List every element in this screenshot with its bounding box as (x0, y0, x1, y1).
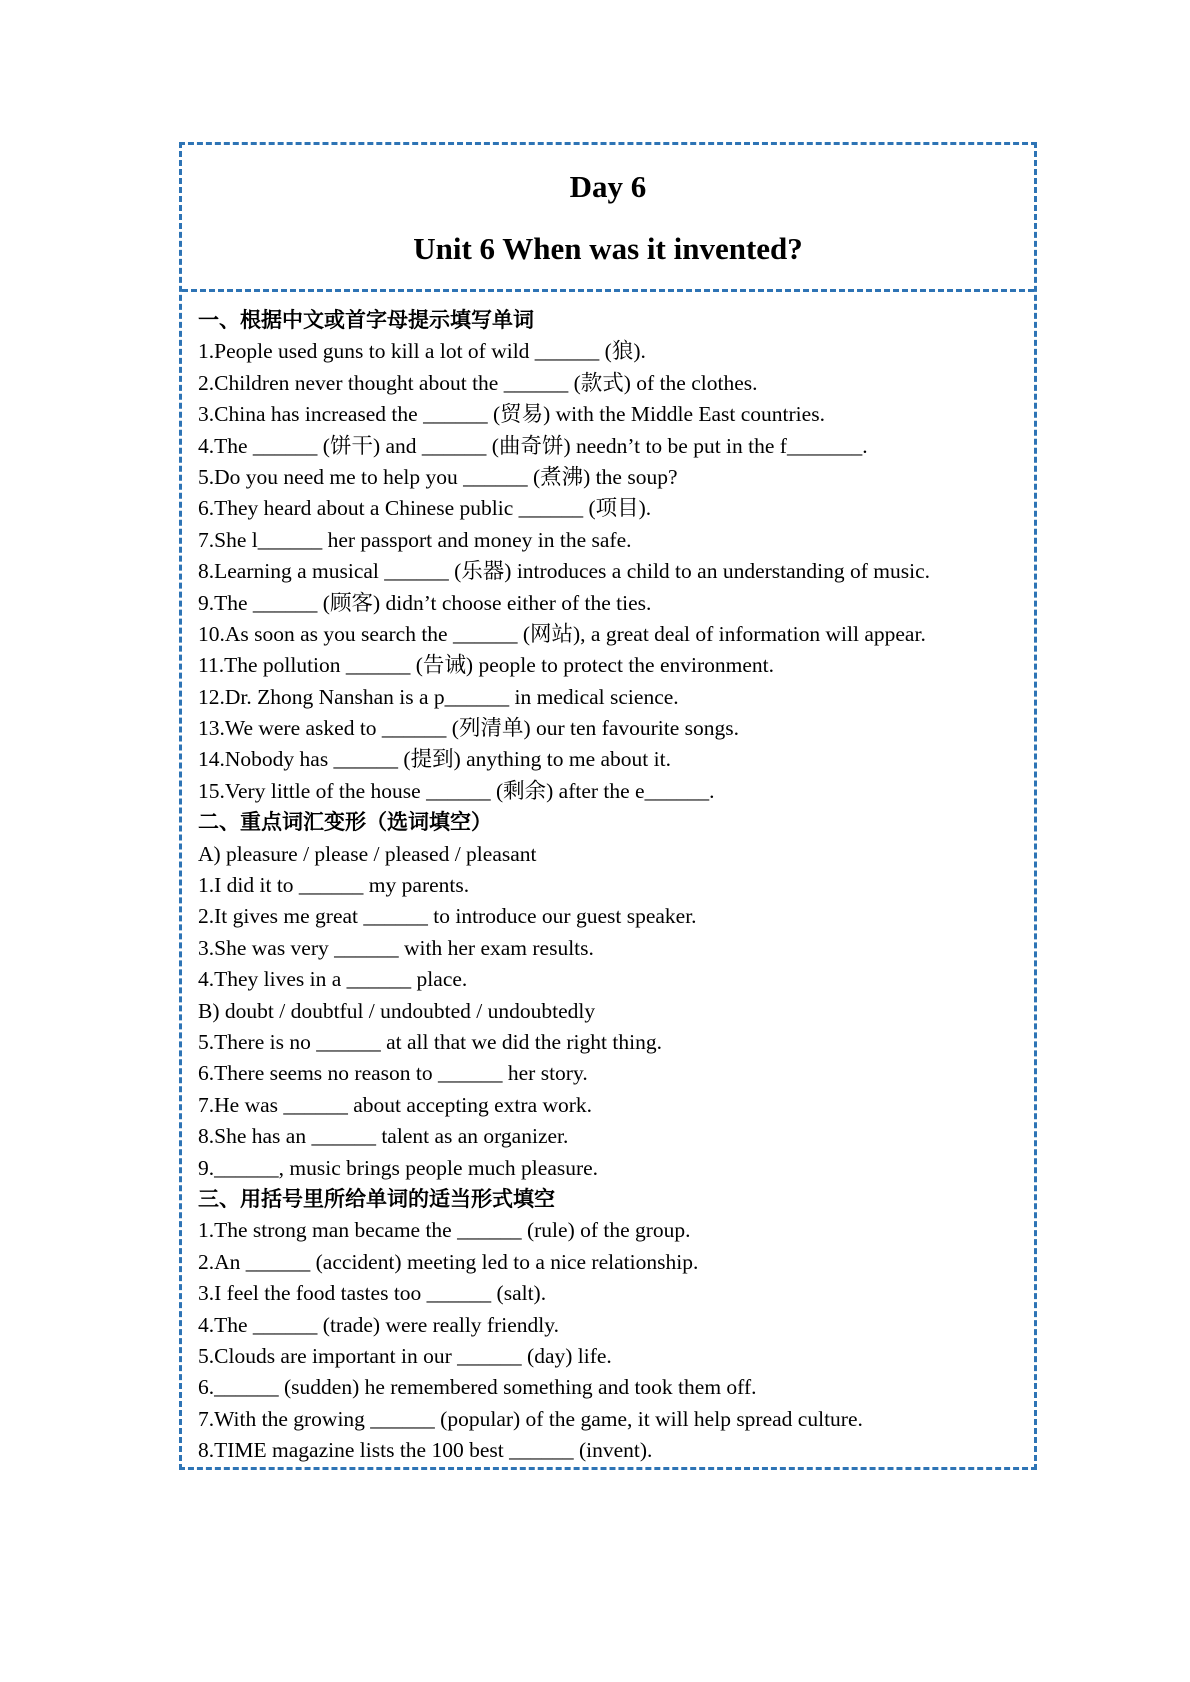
section2-item: 8.She has an ______ talent as an organizer. (198, 1124, 569, 1149)
section1-item: 6.They heard about a Chinese public ______ (项目). (198, 496, 652, 521)
section1-item: 15.Very little of the house ______ (剩余) after the e______. (198, 778, 715, 803)
section3-item: 2.An ______ (accident) meeting led to a nice relationship. (198, 1249, 699, 1274)
worksheet-content (198, 305, 1028, 1466)
section2-item: 7.He was ______ about accepting extra work. (198, 1092, 593, 1117)
section1-item: 1.People used guns to kill a lot of wild ______ (狼). (198, 339, 646, 364)
section1-item: 10.As soon as you search the ______ (网站), a great deal of information will appear. (198, 621, 926, 646)
section2-item: 6.There seems no reason to ______ her story. (198, 1061, 588, 1086)
unit-title: Unit 6 When was it invented? (413, 231, 803, 266)
section3-heading: 三、用括号里所给单词的适当形式填空 (198, 1186, 555, 1211)
section1-item: 8.Learning a musical ______ (乐器) introduces a child to an understanding of music. (198, 559, 931, 584)
section2-heading: 二、重点词汇变形（选词填空） (198, 810, 492, 835)
word-group-a: A) pleasure / please / pleased / pleasant (198, 841, 537, 866)
section1-heading: 一、根据中文或首字母提示填写单词 (198, 308, 534, 332)
day-title: Day 6 (569, 169, 647, 204)
section3-item: 3.I feel the food tastes too ______ (salt). (198, 1281, 547, 1306)
section2-item: 5.There is no ______ at all that we did the right thing. (198, 1029, 662, 1054)
section2-item: 2.It gives me great ______ to introduce our guest speaker. (198, 904, 697, 929)
section2-item: 1.I did it to ______ my parents. (198, 873, 470, 898)
section3-item: 4.The ______ (trade) were really friendly. (198, 1312, 559, 1337)
section3-item: 6.______ (sudden) he remembered something and took them off. (198, 1375, 757, 1400)
section1-item: 13.We were asked to ______ (列清单) our ten favourite songs. (198, 716, 740, 741)
worksheet-frame (179, 142, 1037, 1470)
section1-item: 3.China has increased the ______ (贸易) with the Middle East countries. (198, 402, 825, 427)
section3-item: 1.The strong man became the ______ (rule) of the group. (198, 1218, 691, 1243)
worksheet-header (182, 145, 1034, 292)
section1-item: 7.She l______ her passport and money in the safe. (198, 527, 632, 552)
section1-item: 12.Dr. Zhong Nanshan is a p______ in medical science. (198, 684, 679, 709)
section2-item: 3.She was very ______ with her exam results. (198, 935, 594, 960)
section2-item: 9.______, music brings people much pleasure. (198, 1155, 599, 1180)
section3-item: 8.TIME magazine lists the 100 best ______ (invent). (198, 1438, 653, 1463)
section1-item: 14.Nobody has ______ (提到) anything to me about it. (198, 747, 671, 772)
section1-item: 11.The pollution ______ (告诫) people to protect the environment. (198, 653, 774, 678)
section1-item: 5.Do you need me to help you ______ (煮沸) the soup? (198, 464, 678, 489)
section3-item: 7.With the growing ______ (popular) of the game, it will help spread culture. (198, 1406, 863, 1431)
section3-item: 5.Clouds are important in our ______ (day) life. (198, 1343, 612, 1368)
section1-item: 2.Children never thought about the ______ (款式) of the clothes. (198, 370, 758, 395)
section2-item: 4.They lives in a ______ place. (198, 967, 468, 992)
section1-item: 4.The ______ (饼干) and ______ (曲奇饼) needn’t to be put in the f_______. (198, 433, 868, 458)
word-group-b: B) doubt / doubtful / undoubted / undoubtedly (198, 998, 596, 1023)
section1-item: 9.The ______ (顾客) didn’t choose either of the ties. (198, 590, 652, 615)
